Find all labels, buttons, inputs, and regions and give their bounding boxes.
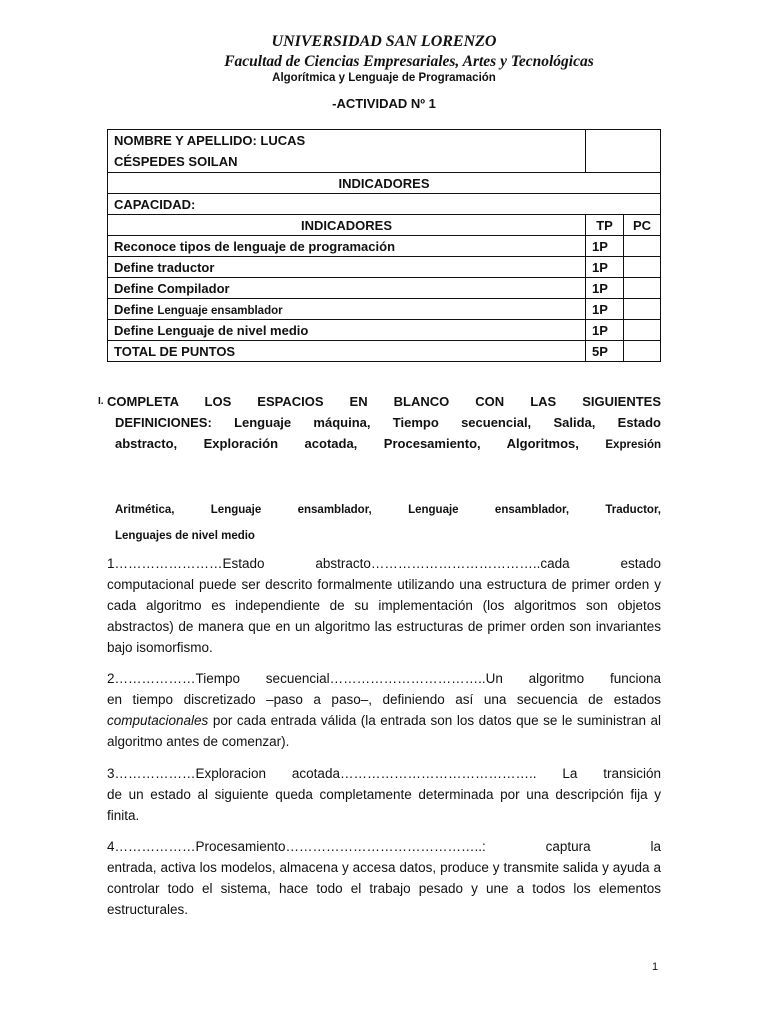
table-row <box>108 257 661 278</box>
evaluation-table <box>107 129 661 362</box>
university-title: UNIVERSIDAD SAN LORENZO <box>271 33 497 50</box>
column-header-pc: PC <box>624 215 661 236</box>
column-header-tp: TP <box>586 215 624 236</box>
definition-paragraph-2 <box>107 668 661 752</box>
p3-lead: 3………………Exploracion acotada…………………………………….. La transición <box>107 766 661 781</box>
p2-body-a: en tiempo discretizado –paso a paso–, definiendo así una secuencia de estados <box>107 692 661 707</box>
indicadores-heading: INDICADORES <box>108 173 661 194</box>
definition-paragraph-4 <box>107 836 661 920</box>
activity-title: -ACTIVIDAD Nº 1 <box>332 96 436 111</box>
p4-body: entrada, activa los modelos, almacena y accesa datos, produce y transmite salida y ayuda a controlar todo el sistema, hace todo el trabajo pesado y une a todos los elementos estructurales. <box>107 860 661 917</box>
indicator-text-a: Define <box>114 301 158 317</box>
p1-body: computacional puede ser descrito formalmente utilizando una estructura de primer orden y cada algoritmo es independiente de su implementación (los algoritmos son objetos abstractos) de manera que en un algoritmo las estructuras de primer orden son invariantes bajo isomorfismo. <box>107 577 661 655</box>
section-line4: Aritmética, Lenguaje ensamblador, Lenguaje ensamblador, Traductor, <box>115 504 661 516</box>
p2-body-emphasis: computacionales <box>107 713 209 728</box>
table-row <box>108 278 661 299</box>
section-line2: DEFINICIONES: Lenguaje máquina, Tiempo secuencial, Salida, Estado <box>115 415 661 430</box>
total-row <box>108 341 661 362</box>
course-title: Algorítmica y Lenguaje de Programación <box>272 72 496 84</box>
indicator-tp: 1P <box>586 299 624 320</box>
indicator-text: Define Compilador <box>108 278 586 299</box>
name-value-cell <box>586 130 661 173</box>
faculty-title: Facultad de Ciencias Empresariales, Artes y Tecnológicas <box>224 53 594 70</box>
total-pc <box>624 341 661 362</box>
indicator-pc <box>624 236 661 257</box>
indicator-text <box>108 299 586 320</box>
page-number: 1 <box>652 961 659 973</box>
section-numeral: I. <box>98 396 104 407</box>
total-label: TOTAL DE PUNTOS <box>108 341 586 362</box>
definition-paragraph-3 <box>107 763 661 826</box>
p3-body: de un estado al siguiente queda completamente determinada por una descripción fija y finita. <box>107 787 661 823</box>
indicator-tp: 1P <box>586 278 624 299</box>
indicator-tp: 1P <box>586 236 624 257</box>
indicator-text: Define Lenguaje de nivel medio <box>108 320 586 341</box>
section-line5: Lenguajes de nivel medio <box>115 530 255 542</box>
student-name-cell <box>108 130 586 173</box>
table-row <box>108 236 661 257</box>
total-value: 5P <box>586 341 624 362</box>
indicator-tp: 1P <box>586 257 624 278</box>
p4-lead: 4………………Procesamiento……………………………………..: captura la <box>107 839 661 854</box>
indicator-pc <box>624 257 661 278</box>
student-name-line1: NOMBRE Y APELLIDO: LUCAS <box>114 133 306 148</box>
section-instructions-continued <box>107 497 661 549</box>
p2-body-b: por cada entrada válida (la entrada son los datos que se le suministran al algoritmo antes de comenzar). <box>107 713 661 749</box>
table-row <box>108 299 661 320</box>
indicator-tp: 1P <box>586 320 624 341</box>
section-line3a: abstracto, Exploración acotada, Procesamiento, Algoritmos, <box>115 436 606 451</box>
p1-lead: 1……………………Estado abstracto………………………………..cada estado <box>107 556 661 571</box>
indicator-text: Define traductor <box>108 257 586 278</box>
indicator-text: Reconoce tipos de lenguaje de programación <box>108 236 586 257</box>
student-name-line2: CÉSPEDES SOILAN <box>114 154 238 169</box>
indicator-pc <box>624 299 661 320</box>
column-header-indicadores: INDICADORES <box>108 215 586 236</box>
section-instructions <box>98 391 661 456</box>
section-line3b: Expresión <box>605 439 661 451</box>
p2-lead: 2………………Tiempo secuencial……………………………..Un algoritmo funciona <box>107 671 661 686</box>
capacidad-label: CAPACIDAD: <box>108 194 661 215</box>
indicator-text-b: Lenguaje ensamblador <box>157 304 283 317</box>
indicator-pc <box>624 278 661 299</box>
definition-paragraph-1 <box>107 553 661 658</box>
section-line1: COMPLETA LOS ESPACIOS EN BLANCO CON LAS SIGUIENTES <box>107 394 661 409</box>
table-row <box>108 320 661 341</box>
indicator-pc <box>624 320 661 341</box>
